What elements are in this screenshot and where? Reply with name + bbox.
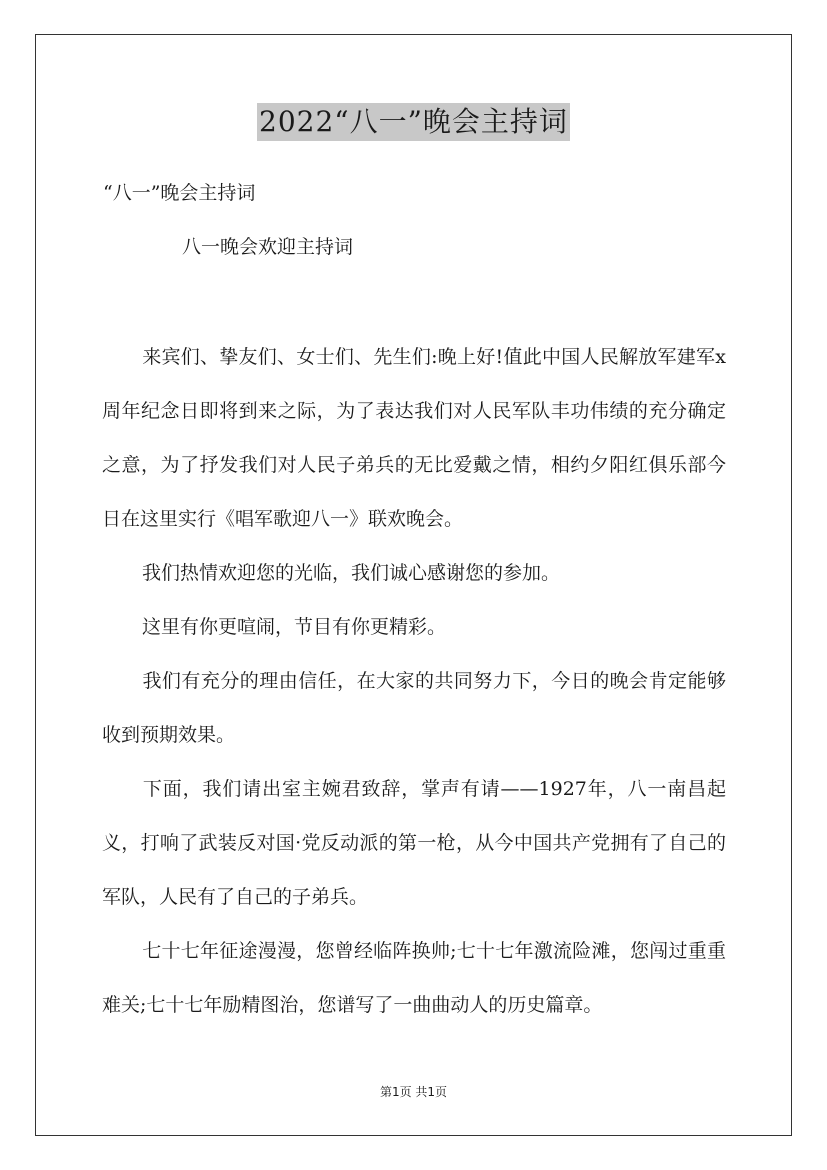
- paragraph-3-text: 这里有你更喧闹，节目有你更精彩。: [142, 616, 447, 638]
- paragraph-1: [102, 330, 726, 546]
- document-subtitle: “八一”晚会主持词: [103, 182, 256, 204]
- paragraph-1-text: 来宾们、挚友们、女士们、先生们:晚上好!值此中国人民解放军建军x周年纪念日即将到来之际，为了表达我们对人民军队丰功伟绩的充分确定之意，为了抒发我们对人民子弟兵的无比爱戴之情，相约夕阳红俱乐部今日在这里实行《唱军歌迎八一》联欢晚会。: [102, 346, 726, 530]
- paragraph-5: [102, 762, 726, 924]
- paragraph-5-text: 下面，我们请出室主婉君致辞，掌声有请——1927年，八一南昌起义，打响了武装反对国·党反动派的第一枪，从今中国共产党拥有了自己的军队，人民有了自己的子弟兵。: [102, 778, 726, 908]
- paragraph-6: [102, 924, 726, 1032]
- title-container: [0, 103, 827, 141]
- paragraph-4-text: 我们有充分的理由信任，在大家的共同努力下，今日的晚会肯定能够收到预期效果。: [102, 670, 726, 746]
- paragraph-6-text: 七十七年征途漫漫，您曾经临阵换帅;七十七年激流险滩，您闯过重重难关;七十七年励精图治，您谱写了一曲曲动人的历史篇章。: [102, 940, 726, 1016]
- paragraph-2-text: 我们热情欢迎您的光临，我们诚心感谢您的参加。: [142, 562, 561, 584]
- document-title: 2022“八一”晚会主持词: [257, 103, 570, 141]
- paragraph-3: [102, 600, 726, 654]
- paragraph-2: [102, 546, 726, 600]
- paragraph-4: [102, 654, 726, 762]
- section-heading: 八一晚会欢迎主持词: [182, 236, 354, 258]
- page-footer: 第1页 共1页: [379, 1085, 448, 1099]
